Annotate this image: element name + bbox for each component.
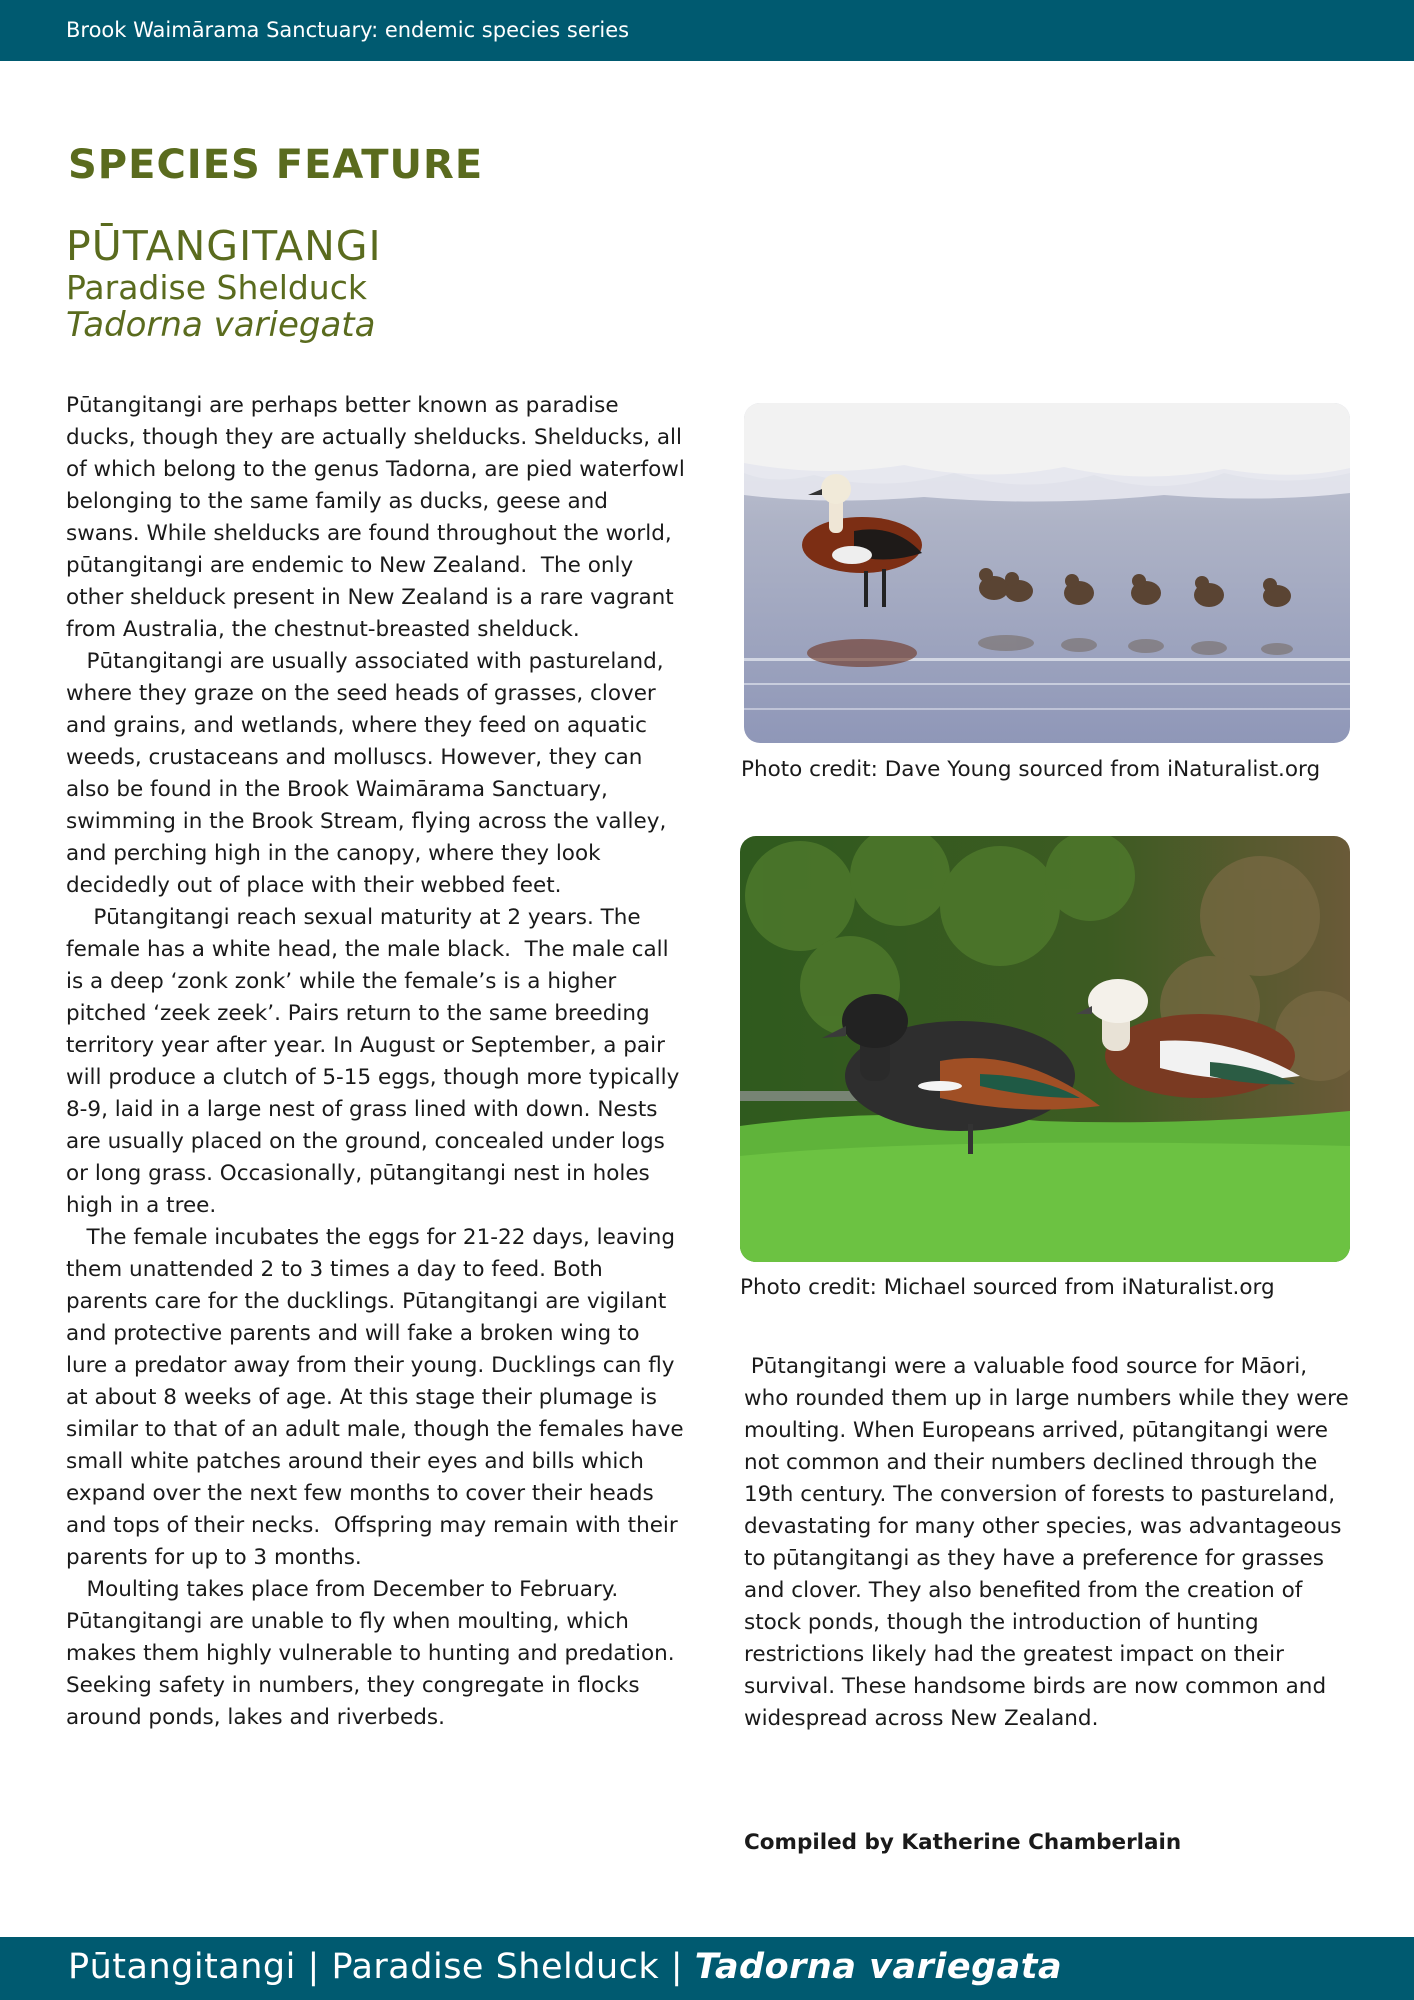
footer-scientific-name: Tadorna variegata [694, 1947, 1063, 1987]
photo-shelduck-pair [740, 836, 1350, 1262]
footer-title [68, 1947, 1062, 1987]
paragraph: Pūtangitangi are usually associated with pastureland, where they graze on the seed heads of grasses, clover and grains, and wetlands, where they feed on aquatic weeds, crustaceans and molluscs. However, they can also be found in the Brook Waimārama Sanctuary, swimming in the Brook Stream, flying across the valley, and perching high in the canopy, where they look decidedly out of place with their webbed feet. [66, 649, 674, 898]
common-name-title: Paradise Shelduck [66, 268, 367, 307]
photo-credit-1: Photo credit: Dave Young sourced from iNaturalist.org [741, 757, 1321, 782]
paragraph: Moulting takes place from December to February. Pūtangitangi are unable to fly when moulting, which makes them highly vulnerable to hunting and predation. Seeking safety in numbers, they congregate in flocks around ponds, lakes and riverbeds. [66, 1577, 682, 1730]
footer-maori-name: Pūtangitangi [68, 1947, 296, 1987]
right-column-text: Pūtangitangi were a valuable food source for Māori, who rounded them up in large numbers while they were moulting. When Europeans arrived, pūtangitangi were not common and their numbers declined through the 19th century. The conversion of forests to pastureland, devastating for many other species, was advantageous to pūtangitangi as they have a preference for grasses and clover. They also benefited from the creation of stock ponds, though the introduction of hunting restrictions likely had the greatest impact on their survival. These handsome birds are now common and widespread across New Zealand. [744, 1354, 1356, 1731]
paragraph: Pūtangitangi reach sexual maturity at 2 years. The female has a white head, the male black. The male call is a deep ‘zonk zonk’ while the female’s is a higher pitched ‘zeek zeek’. Pairs return to the same breeding territory year after year. In August or September, a pair will produce a clutch of 5-15 eggs, though more typically 8-9, laid in a large nest of grass lined with down. Nests are usually placed on the ground, concealed under logs or long grass. Occasionally, pūtangitangi nest in holes high in a tree. [66, 905, 687, 1218]
bottom-banner [0, 1937, 1414, 2000]
maori-name-title: PŪTANGITANGI [66, 222, 382, 270]
paragraph: Pūtangitangi are perhaps better known as paradise ducks, though they are actually shelducks. Shelducks, all of which belong to the genus Tadorna, are pied waterfowl belonging to the same family as ducks, geese and swans. While shelducks are found throughout the world, pūtangitangi are endemic to New Zealand. The only other shelduck present in New Zealand is a rare vagrant from Australia, the chestnut-breasted shelduck. [66, 393, 692, 642]
scientific-name-title: Tadorna variegata [66, 305, 376, 345]
top-banner [0, 0, 1414, 61]
photo-shelduck-with-ducklings [744, 403, 1350, 743]
footer-separator: | [295, 1947, 332, 1987]
photo-credit-2: Photo credit: Michael sourced from iNaturalist.org [740, 1275, 1275, 1300]
footer-common-name: Paradise Shelduck [331, 1947, 660, 1987]
paragraph: The female incubates the eggs for 21-22 days, leaving them unattended 2 to 3 times a day to feed. Both parents care for the ducklings. Pūtangitangi are vigilant and protective parents and will fake a broken wing to lure a predator away from their young. Ducklings can fly at about 8 weeks of age. At this stage their plumage is similar to that of an adult male, though the females have small white patches around their eyes and bills which expand over the next few months to cover their heads and tops of their necks. Offspring may remain with their parents for up to 3 months. [66, 1225, 691, 1570]
footer-separator: | [659, 1947, 695, 1987]
compiled-by: Compiled by Katherine Chamberlain [744, 1830, 1182, 1855]
feature-heading: SPECIES FEATURE [68, 142, 484, 188]
series-label: Brook Waimārama Sanctuary: endemic species series [66, 18, 630, 42]
species-titles [66, 222, 382, 344]
left-column-text [66, 390, 692, 1734]
